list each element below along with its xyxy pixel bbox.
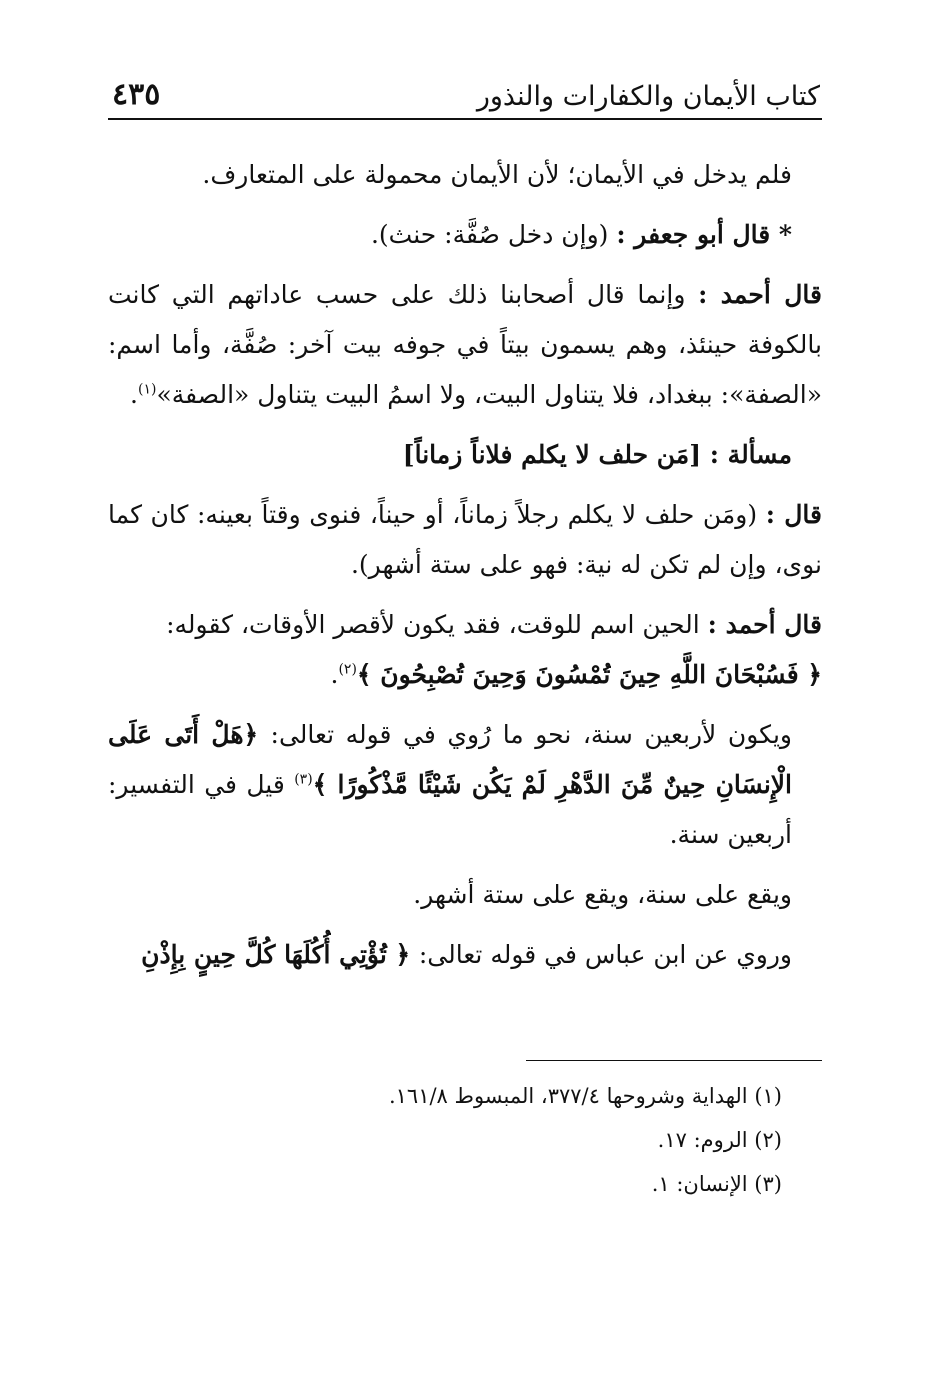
quran-verse-insan: ﴿هَلْ أَتَى عَلَى الْإِنسَانِ حِينٌ مِّنَ الدَّهْرِ لَمْ يَكُن شَيْئًا مَّذْكُورًا ﴾: [108, 720, 793, 799]
paragraph-8: [108, 710, 822, 860]
main-text: [108, 150, 822, 990]
paragraph-5-text: (ومَن حلف لا يكلم رجلاً زماناً، أو حيناً، فنوى وقتاً بعينه: كان كما نوى، وإن لم تكن له نية: فهو على ستة أشهر).: [108, 500, 822, 579]
paragraph-7-end: .: [330, 660, 339, 689]
book-page: [108, 70, 822, 1250]
paragraph-1-text: فلم يدخل في الأيمان؛ لأن الأيمان محمولة على المتعارف.: [202, 160, 792, 189]
paragraph-9-text: ويقع على سنة، ويقع على ستة أشهر.: [413, 880, 792, 909]
footnotes: [122, 1074, 782, 1206]
paragraph-1: [108, 150, 822, 200]
paragraph-2-text: (وإن دخل صُفَّة: حنث).: [370, 220, 617, 249]
footnote-ref-3: (٣): [294, 771, 313, 788]
footnote-divider: [526, 1060, 822, 1061]
speaker-abu-jafar: * قال أبو جعفر :: [616, 220, 792, 249]
paragraph-10: [108, 930, 822, 980]
paragraph-10-text: وروي عن ابن عباس في قوله تعالى:: [418, 940, 792, 969]
issue-heading-text: مسألة : [مَن حلف لا يكلم فلاناً زماناً]: [402, 440, 792, 469]
footnote-2: (٢) الروم: ١٧.: [657, 1128, 782, 1152]
paragraph-6: [108, 600, 822, 700]
paragraph-9: [108, 870, 822, 920]
speaker-ahmad-2: قال أحمد :: [707, 610, 822, 639]
paragraph-8-end: قيل في التفسير: أربعين سنة.: [108, 770, 792, 849]
paragraph-3: [108, 270, 822, 420]
book-title: كتاب الأيمان والكفارات والنذور: [476, 81, 820, 112]
quran-verse-ibrahim: ﴿ تُؤْتِي أُكُلَهَا كُلَّ حِينٍ بِإِذْنِ: [141, 940, 419, 969]
issue-heading: [108, 430, 822, 480]
footnote-ref-2: (٢): [338, 661, 357, 678]
paragraph-5: [108, 490, 822, 590]
footnote-ref-1: (١): [137, 381, 157, 398]
paragraph-2: [108, 210, 822, 260]
speaker-ahmad: قال أحمد :: [698, 280, 822, 309]
running-header: [108, 70, 822, 120]
quran-verse-rum: ﴿ فَسُبْحَانَ اللَّهِ حِينَ تُمْسُونَ وَحِينَ تُصْبِحُونَ ﴾: [356, 660, 822, 689]
footnote-1: (١) الهداية وشروحها ٣٧٧/٤، المبسوط ١٦١/٨.: [388, 1084, 782, 1108]
paragraph-3-text: وإنما قال أصحابنا ذلك على حسب عاداتهم التي كانت بالكوفة حينئذ، وهم يسمون بيتاً في جوفه بيت آخر: صُفَّة، وأما اسم: «الصفة»: ببغداد، فلا يتناول البيت، ولا اسمُ البيت يتناول «الصفة»: [108, 280, 822, 409]
paragraph-8-text: ويكون لأربعين سنة، نحو ما رُوي في قوله تعالى:: [270, 720, 792, 749]
paragraph-6-text: الحين اسم للوقت، فقد يكون لأقصر الأوقات، كقوله:: [166, 610, 708, 639]
footnote-3: (٣) الإنسان: ١.: [651, 1172, 782, 1196]
page-number: ٤٣٥: [112, 77, 161, 112]
speaker-qala: قال :: [765, 500, 822, 529]
paragraph-3-end: .: [130, 380, 138, 409]
